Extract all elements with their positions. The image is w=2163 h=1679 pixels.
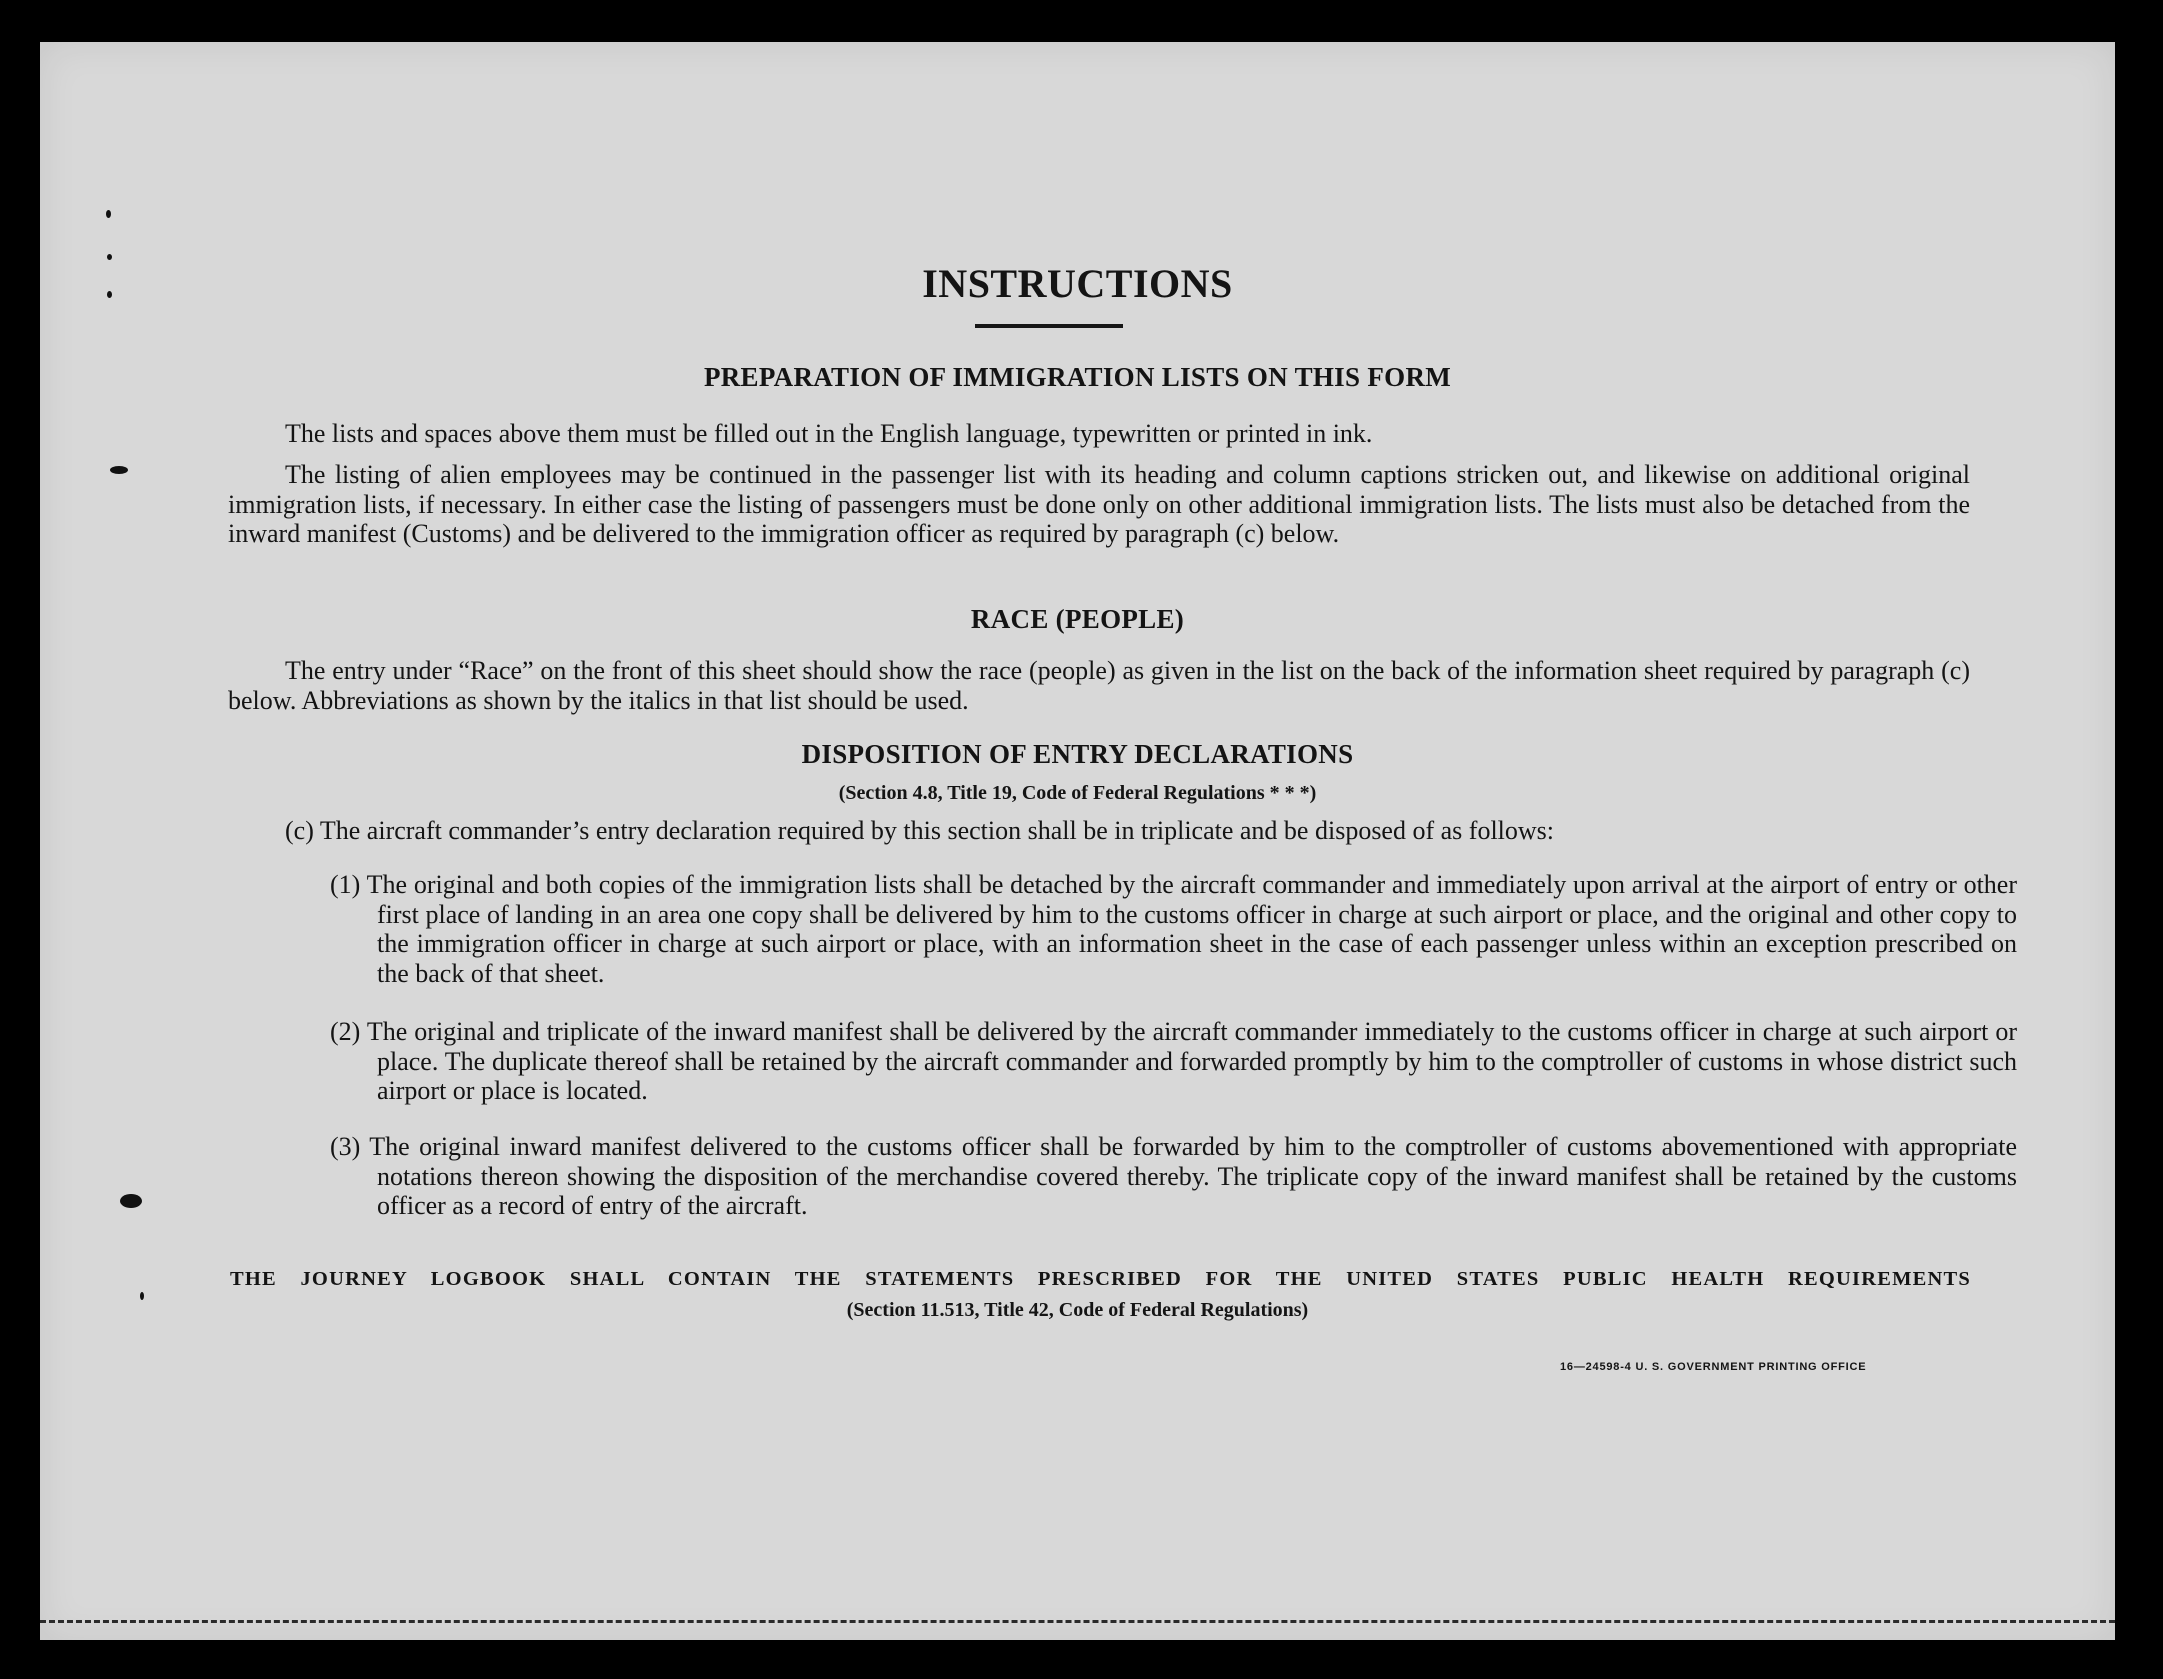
heading-disposition: DISPOSITION OF ENTRY DECLARATIONS xyxy=(801,739,1354,769)
heading-preparation: PREPARATION OF IMMIGRATION LISTS ON THIS FORM xyxy=(703,362,1452,392)
page-title: INSTRUCTIONS xyxy=(922,261,1233,306)
disposition-citation: (Section 4.8, Title 19, Code of Federal Regulations * * *) xyxy=(838,782,1317,804)
heading-race: RACE (PEOPLE) xyxy=(970,604,1185,634)
disposition-item-3: (3) The original inward manifest delivered to the customs officer shall be forwarded by him to the comptroller of customs abovementioned with appropriate notations thereon showing the disposition of the merchandise covered thereby. The triplicate copy of the inward manifest shall be retained by the customs officer as a record of entry of the aircraft. xyxy=(330,1132,2017,1220)
disposition-intro: (c) The aircraft commander’s entry declaration required by this section shall be in triplicate and be disposed of as follows: xyxy=(285,816,1555,845)
printing-office-code: 16—24598-4 U. S. GOVERNMENT PRINTING OFFICE xyxy=(1560,1361,1867,1373)
paragraph-race: The entry under “Race” on the front of this sheet should show the race (people) as given in the list on the back of the information sheet required by paragraph (c) below. Abbreviations as shown by the italics in that list should be used. xyxy=(228,656,1970,715)
logbook-statement: THE JOURNEY LOGBOOK SHALL CONTAIN THE STATEMENTS PRESCRIBED FOR THE UNITED STATES PUBLIC HEALTH REQUIREMENTS xyxy=(230,1268,1971,1290)
bleed-through-text xyxy=(360,70,2040,370)
disposition-item-1: (1) The original and both copies of the immigration lists shall be detached by the aircraft commander and immediately upon arrival at the airport of entry or other first place of landing in an area one copy shall be delivered by him to the customs officer in charge at such airport or place, and the original and other copy to the immigration officer in charge at such airport or place, with an information sheet in the case of each passenger unless within an exception prescribed on the back of that sheet. xyxy=(330,870,2017,988)
speck-mark xyxy=(110,466,128,474)
title-underline xyxy=(975,324,1123,328)
document-page xyxy=(40,42,2115,1640)
paragraph-preparation-1: The lists and spaces above them must be filled out in the English language, typewritten or printed in ink. xyxy=(285,419,1373,448)
speck-mark xyxy=(106,210,111,218)
logbook-citation: (Section 11.513, Title 42, Code of Federal Regulations) xyxy=(846,1299,1309,1321)
perforation-line xyxy=(40,1620,2115,1623)
paragraph-preparation-2: The listing of alien employees may be continued in the passenger list with its heading and column captions stricken out, and likewise on additional original immigration lists, if necessary. In either case the listing of passengers must be done only on other additional immigration lists. The lists must also be detached from the inward manifest (Customs) and be delivered to the immigration officer as required by paragraph (c) below. xyxy=(228,460,1970,548)
speck-mark xyxy=(120,1194,142,1208)
disposition-item-2: (2) The original and triplicate of the inward manifest shall be delivered by the aircraft commander immediately to the customs officer in charge at such airport or place. The duplicate thereof shall be retained by the aircraft commander and forwarded promptly by him to the comptroller of customs in whose district such airport or place is located. xyxy=(330,1017,2017,1105)
